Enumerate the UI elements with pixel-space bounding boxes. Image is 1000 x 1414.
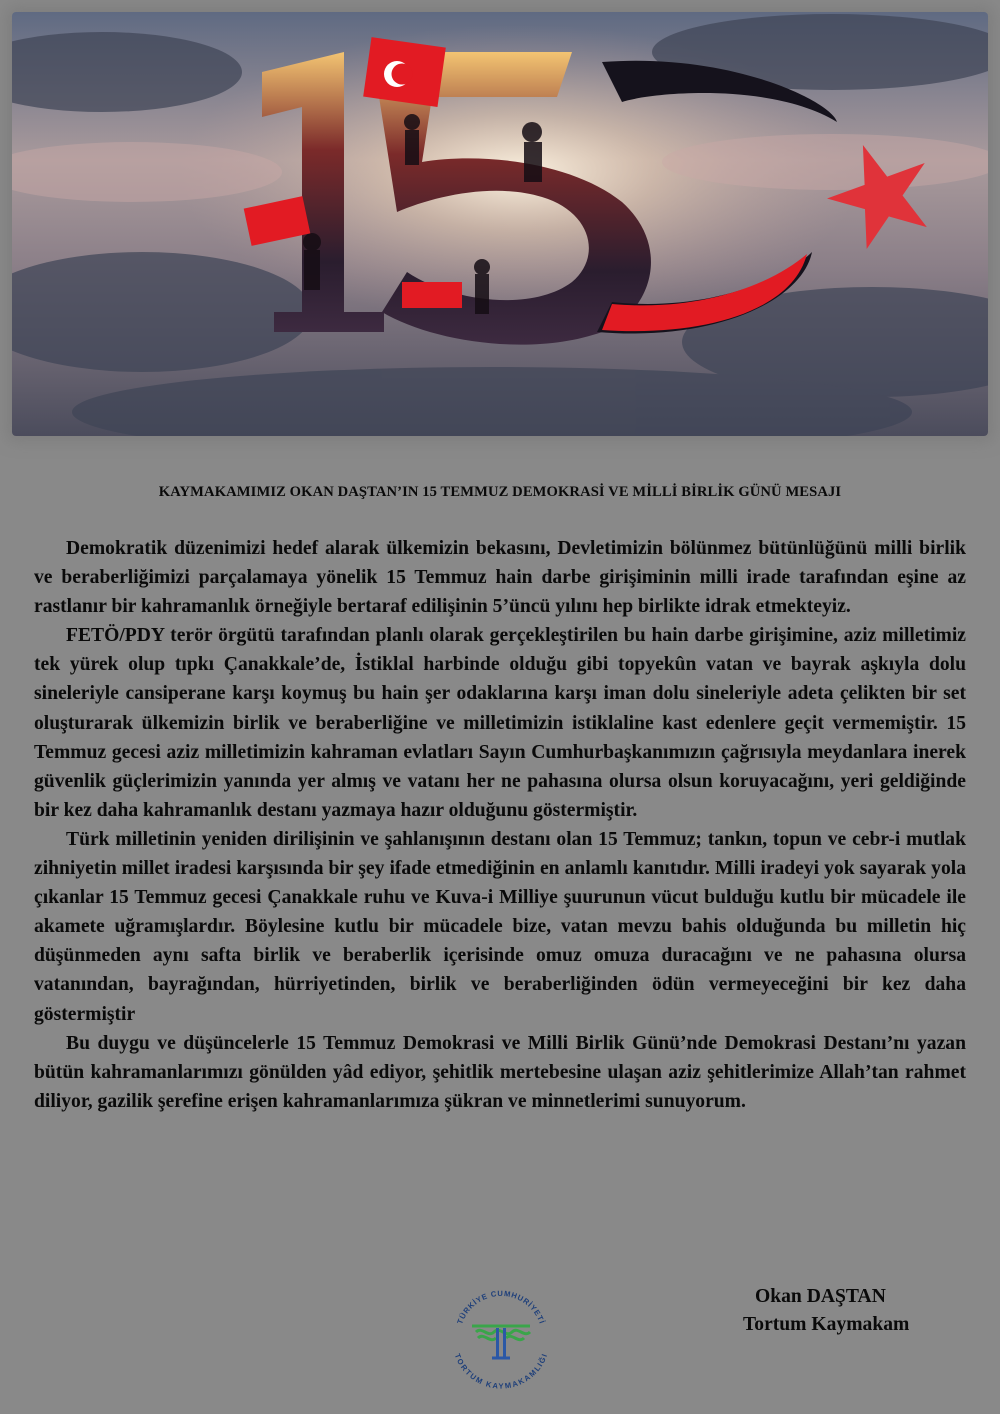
message-paragraph-4: Bu duygu ve düşüncelerle 15 Temmuz Demokrasi ve Milli Birlik Günü’nde Demokrasi Destanı’nı yazan bütün kahramanlarımızı gönülden yâd ediyor, şehitlik mertebesine ulaşan aziz şehitlerimize Allah’tan rahmet diliyor, gazilik şerefine erişen kahramanlarımıza şükran ve minnetlerimi sunuyorum. xyxy=(34,1032,966,1112)
seal-text-top: TÜRKİYE CUMHURİYETİ xyxy=(455,1288,547,1326)
header-banner-image xyxy=(12,12,988,436)
signatory-title: Tortum Kaymakam xyxy=(743,1314,910,1335)
seal-emblem-icon xyxy=(472,1326,530,1358)
message-paragraph-1: Demokratik düzenimizi hedef alarak ülkemizin bekasını, Devletimizin bölünmez bütünlüğünü milli birlik ve beraberliğimizi parçalamaya yönelik 15 Temmuz hain darbe girişiminin milli irade tarafından eşine az rastlanır bir kahramanlık örneğiyle bertaraf edilişinin 5’üncü yılını hep birlikte idrak etmekteyiz. xyxy=(34,538,966,618)
seal-text-bottom: TORTUM KAYMAKAMLIĞI xyxy=(452,1352,550,1391)
message-body xyxy=(34,534,966,1116)
tortum-kaymakamligi-seal xyxy=(446,1282,556,1392)
message-paragraph-2: FETÖ/PDY terör örgütü tarafından planlı olarak gerçekleştirilen bu hain darbe girişimine, aziz milletimiz tek yürek olup tıpkı Çanakkale’de, İstiklal harbinde olduğu gibi topyekûn vatan ve bayrak aşkıyla dolu sineleriyle cansiperane karşı koymuş bu hain şer odaklarına karşı iman dolu sineleriyle adeta çelikten bir set oluşturarak ülkemizin birlik ve beraberliğine ve milletimizin istiklaline kast edenlere geçit vermemiştir. 15 Temmuz gecesi aziz milletimizin kahraman evlatları Sayın Cumhurbaşkanımızın çağrısıyla meydanlara inerek güvenlik güçlerimizin yanında yer almış ve vatanı her ne pahasına olursa olsun koruyacağını, yeri geldiğinde bir kez daha kahramanlık destanı yazmaya hazır olduğunu göstermiştir. xyxy=(34,625,966,821)
message-paragraph-3: Türk milletinin yeniden dirilişinin ve şahlanışının destanı olan 15 Temmuz; tankın, topun ve cebr-i mutlak zihniyetin millet iradesi karşısında bir şey ifade etmediğinin en anlamlı kanıtıdır. Milli iradeyi yok sayarak yola çıkanlar 15 Temmuz gecesi Çanakkale ruhu ve Kuva-i Milliye şuurunun vücut bulduğu kutlu bir mücadele ile akamete uğramışlardır. Böylesine kutlu bir mücadele bize, vatan mevzu bahis olduğunda bu milletin hiç düşünmeden aynı safta birlik ve beraberlik içerisinde omuz omuza duracağını ve ne pahasına olursa vatanından, bayrağından, hürriyetinden, birlik ve beraberliğinden ödün vermeyeceğini bir kez daha göstermiştir xyxy=(34,828,966,1025)
svg-text:TÜRKİYE CUMHURİYETİ xyxy=(455,1289,546,1325)
signatory-name: Okan DAŞTAN xyxy=(755,1286,886,1307)
signature-block xyxy=(720,1283,980,1339)
document-heading: KAYMAKAMIMIZ OKAN DAŞTAN’IN 15 TEMMUZ DEMOKRASİ VE MİLLİ BİRLİK GÜNÜ MESAJI xyxy=(158,484,842,500)
banner-artwork xyxy=(12,12,988,436)
